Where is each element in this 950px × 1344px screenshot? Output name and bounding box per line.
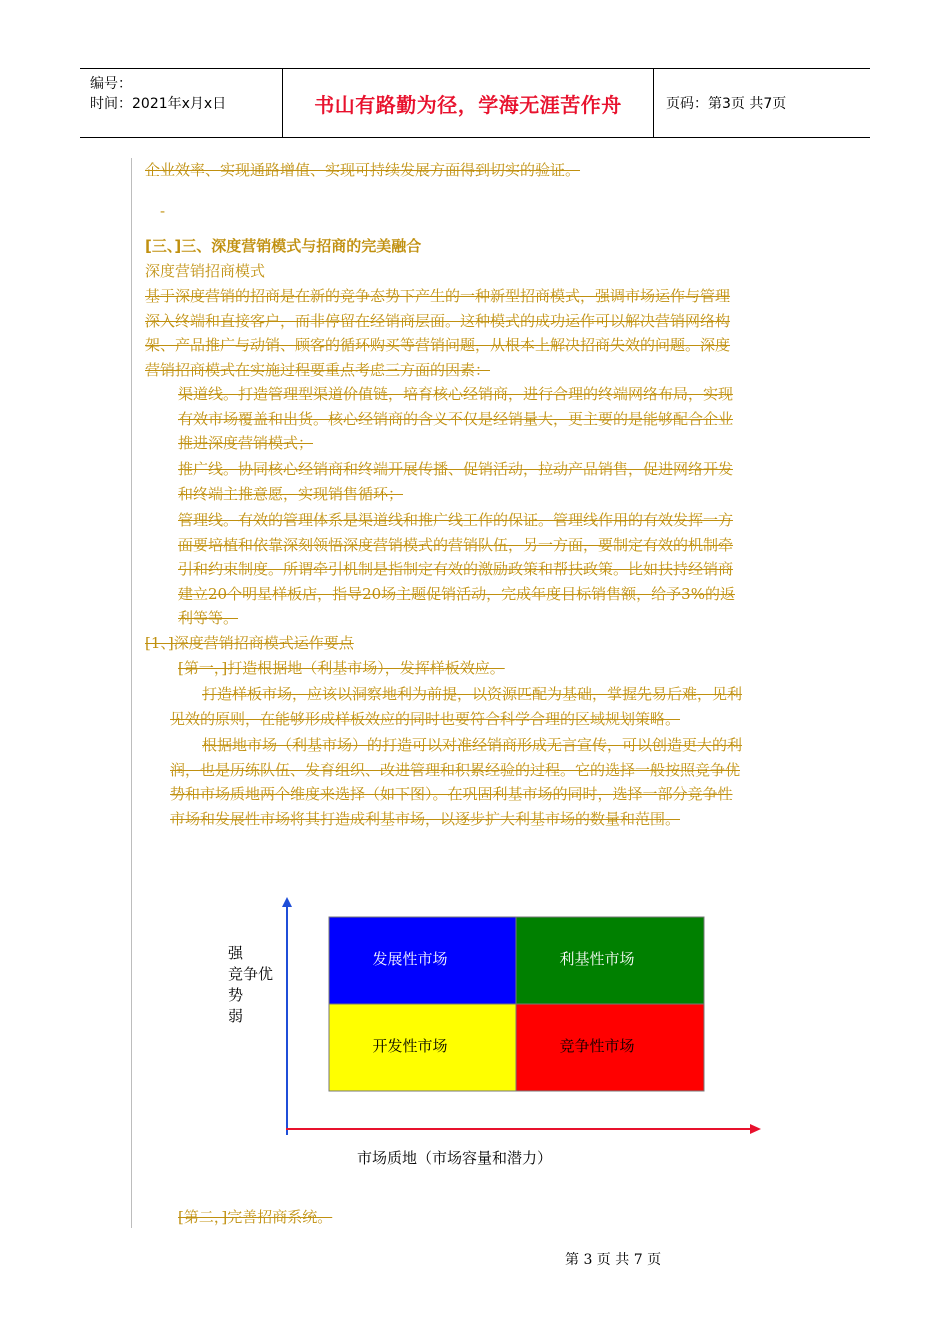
- header-motto-cell: [283, 69, 654, 137]
- section-heading: [三、]三、深度营销模式与招商的完美融合: [145, 237, 422, 255]
- y-label-line: 势: [228, 986, 244, 1004]
- para2: [170, 733, 742, 831]
- para1-line: 打造样板市场，应该以洞察地利为前提，以资源匹配为基础，掌握先易后难，见利: [202, 685, 743, 703]
- para2-line: 势和市场质地两个维度来选择（如下图）。在巩固利基市场的同时，选择一部分竞争性: [170, 785, 733, 803]
- promo-line: 和终端主推意愿，实现销售循环；: [178, 484, 404, 503]
- page-info: 页码：第3页 共7页: [666, 96, 787, 112]
- channel-line: 渠道线。打造管理型渠道价值链，培育核心经销商，进行合理的终端网络布局，实现: [178, 385, 734, 403]
- para1: [170, 682, 742, 731]
- intro-line: 基于深度营销的招商是在新的竞争态势下产生的一种新型招商模式，强调市场运作与管理: [145, 287, 731, 305]
- mgmt-line: 面要培植和依靠深刻领悟深度营销模式的营销队伍，另一方面，要制定有效的机制牵: [178, 535, 734, 554]
- intro-line: 深入终端和直接客户，而非停留在经销商层面。这种模式的成功运作可以解决营销网络构: [145, 311, 731, 330]
- channel-paragraph: [178, 382, 733, 456]
- mgmt-line: 利等等。: [178, 609, 239, 627]
- y-label-line: 竞争优: [228, 965, 274, 983]
- para2-line: 市场和发展性市场将其打造成利基市场，以逐步扩大利基市场的数量和范围。: [170, 809, 681, 828]
- page-header: [80, 68, 870, 138]
- quadrant-label-competitive: 竞争性市场: [559, 1037, 635, 1055]
- first-point: [第一，]打造根据地（利基市场），发挥样板效应。: [178, 659, 505, 677]
- subheading: 深度营销招商模式: [145, 262, 266, 280]
- promo-paragraph: [178, 457, 733, 506]
- header-page-cell: [654, 69, 870, 137]
- line-top: 企业效率、实现通路增值、实现可持续发展方面得到切实的验证。: [145, 161, 581, 179]
- quadrant-label-niche: 利基性市场: [559, 950, 635, 968]
- page-footer: 第 3 页 共 7 页: [565, 1252, 662, 1268]
- x-axis-arrow: [750, 1124, 761, 1134]
- date-label: 时间：2021年x月x日: [90, 96, 227, 112]
- intro-line: 营销招商模式在实施过程要重点考虑三方面的因素：: [145, 360, 491, 379]
- para2-line: 润，也是历练队伍、发育组织、改进管理和积累经验的过程。它的选择一般按照竞争优: [170, 760, 741, 779]
- mgmt-line: 建立20个明星样板店，指导20场主题促销活动，完成年度目标销售额，给予3%的返: [178, 584, 735, 603]
- mgmt-line: 引和约束制度。所谓牵引机制是指制定有效的激励政策和帮扶政策。比如扶持经销商: [178, 560, 734, 578]
- y-axis-arrow: [282, 897, 292, 907]
- para2-line: 根据地市场（利基市场）的打造可以对准经销商形成无言宣传，可以创造更大的利: [202, 736, 743, 754]
- quadrant-label-exploration: 开发性市场: [372, 1037, 448, 1055]
- para1-line: 见效的原则，在能够形成样板效应的同时也要符合科学合理的区域规划策略。: [170, 709, 681, 728]
- motto: 书山有路勤为径，学海无涯苦作舟: [314, 92, 622, 117]
- y-label-line: 强: [228, 944, 244, 962]
- promo-line: 推广线。协同核心经销商和终端开展传播、促销活动，拉动产品销售，促进网络开发: [178, 460, 734, 478]
- y-label-line: 弱: [228, 1007, 244, 1025]
- mgmt-line: 管理线。有效的管理体系是渠道线和推广线工作的保证。管理线作用的有效发挥一方: [178, 511, 734, 529]
- number-label: 编号：: [90, 76, 132, 92]
- quadrant-label-development: 发展性市场: [372, 950, 448, 968]
- second-point: [第二，]完善招商系统。: [178, 1208, 333, 1226]
- dash-mark: -: [160, 202, 166, 220]
- points-heading: [1、]深度营销招商模式运作要点: [145, 634, 354, 652]
- diagram-x-label: 市场质地（市场容量和潜力）: [357, 1149, 553, 1167]
- intro-line: 架、产品推广与动销、顾客的循环购买等营销问题，从根本上解决招商失效的问题。深度: [145, 336, 731, 354]
- channel-line: 有效市场覆盖和出货。核心经销商的含义不仅是经销量大，更主要的是能够配合企业: [178, 409, 734, 428]
- channel-line: 推进深度营销模式；: [178, 434, 314, 452]
- mgmt-paragraph: [178, 508, 735, 631]
- quadrant-diagram: [220, 895, 780, 1185]
- header-meta: [80, 69, 283, 137]
- intro-paragraph: [145, 284, 730, 382]
- revision-margin-line: [131, 158, 132, 1228]
